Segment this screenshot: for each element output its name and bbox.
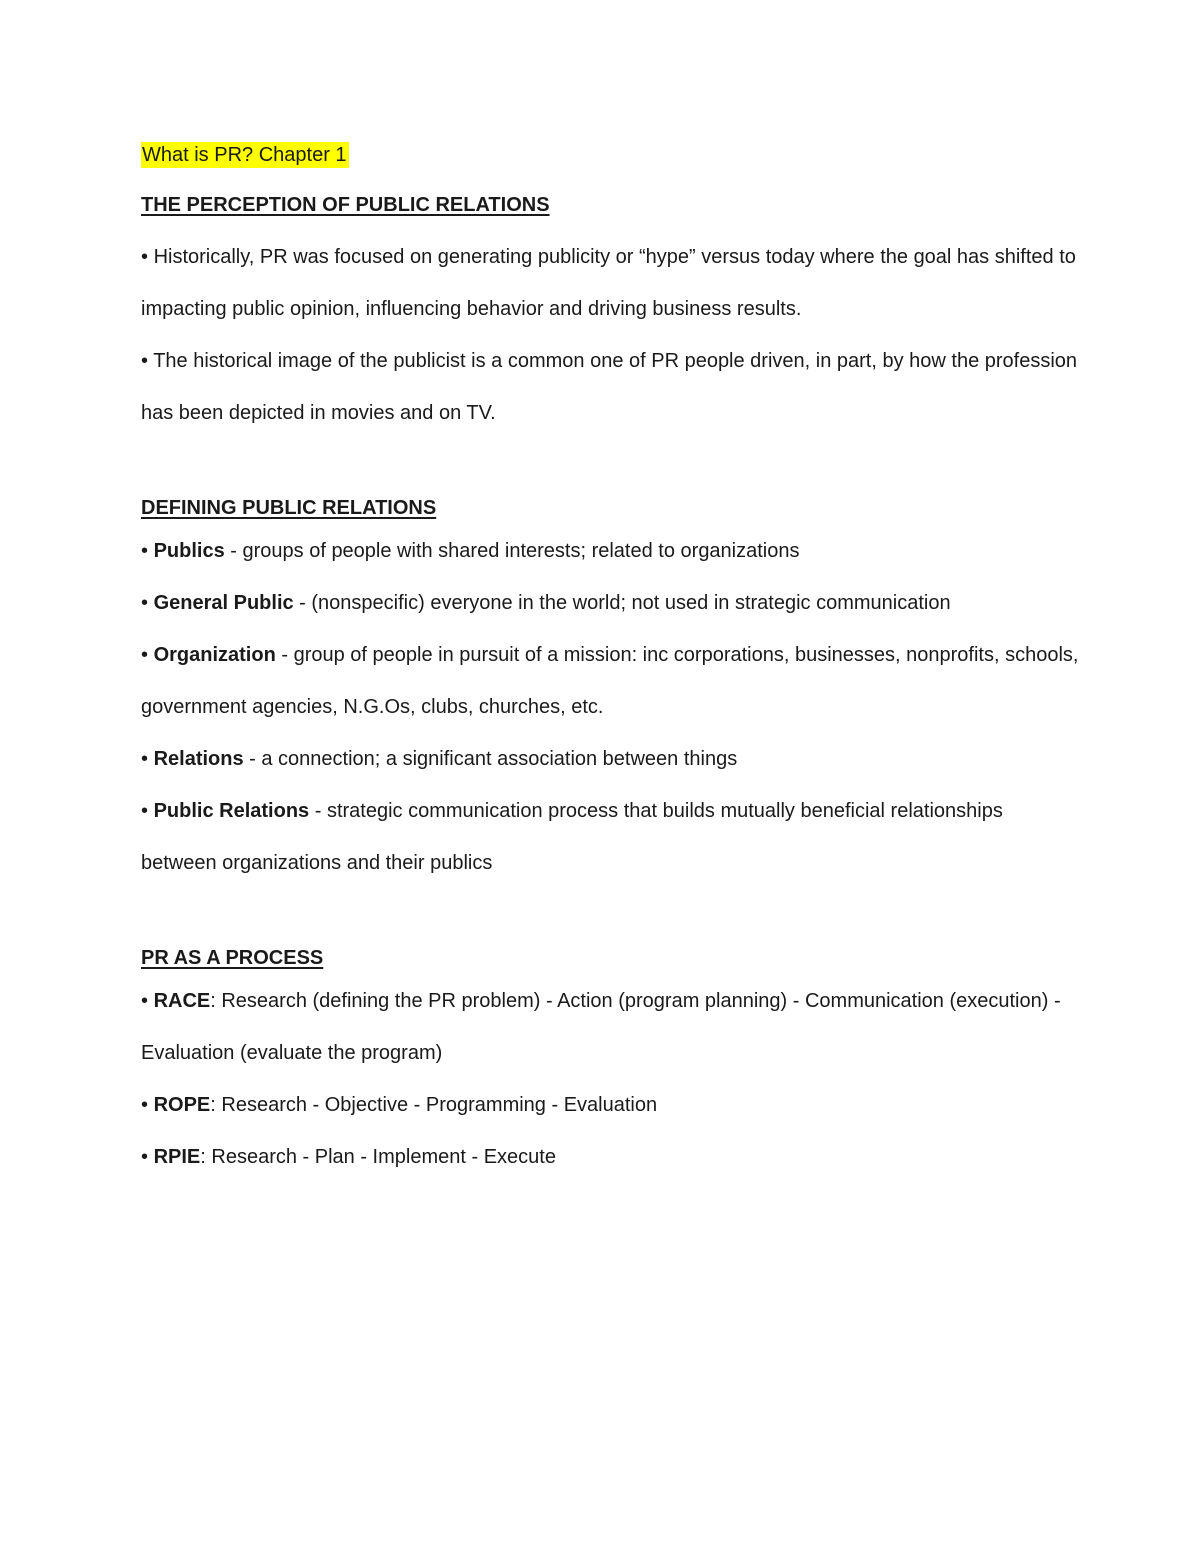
document-title (141, 138, 1081, 172)
list-item: • RACE: Research (defining the PR problem) - Action (program planning) - Communication (execution) - Evaluation (evaluate the program) (141, 990, 1061, 1064)
list-item: • General Public - (nonspecific) everyone in the world; not used in strategic communication (141, 592, 951, 614)
list-item: • Historically, PR was focused on generating publicity or “hype” versus today where the goal has shifted to impacting public opinion, influencing behavior and driving business results. (141, 246, 1076, 320)
document-body (141, 138, 1081, 1183)
list-item: • The historical image of the publicist is a common one of PR people driven, in part, by how the profession has been depicted in movies and on TV. (141, 350, 1078, 424)
title-highlight: What is PR? Chapter 1 (142, 144, 347, 166)
list-item: • RPIE: Research - Plan - Implement - Execute (141, 1146, 556, 1168)
list-item: • Organization - group of people in pursuit of a mission: inc corporations, businesses, nonprofits, schools, government agencies, N.G.Os, clubs, churches, etc. (141, 644, 1079, 718)
section-heading-defining: DEFINING PUBLIC RELATIONS (141, 497, 437, 519)
list-item: • Public Relations - strategic communication process that builds mutually beneficial relationships between organizations and their publics (141, 800, 1003, 874)
list-item: • Relations - a connection; a significant association between things (141, 748, 738, 770)
list-item: • Publics - groups of people with shared interests; related to organizations (141, 540, 800, 562)
section-heading-perception: THE PERCEPTION OF PUBLIC RELATIONS (141, 194, 550, 216)
section-heading-process: PR AS A PROCESS (141, 947, 324, 969)
list-item: • ROPE: Research - Objective - Programming - Evaluation (141, 1094, 658, 1116)
